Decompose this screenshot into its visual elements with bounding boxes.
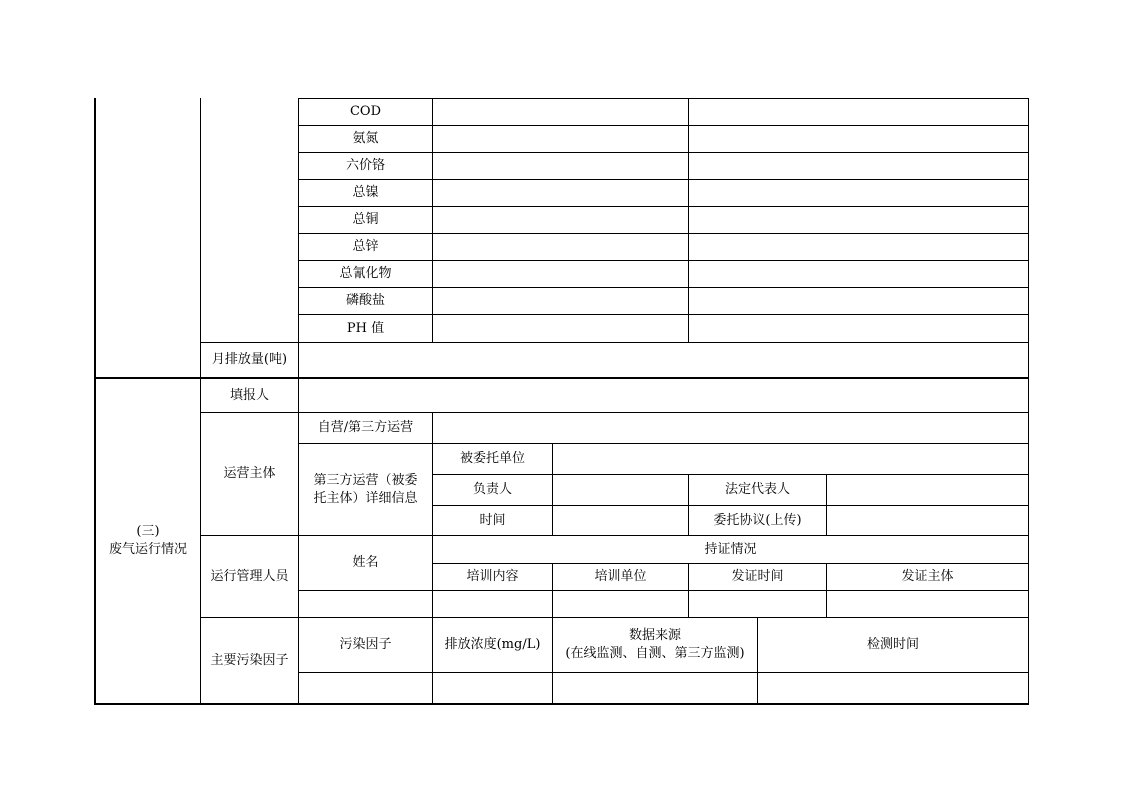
grid-line: [688, 98, 689, 343]
name-label: 姓名: [352, 555, 379, 570]
value-input[interactable]: [433, 99, 688, 125]
pollutant-factor-label: 污染因子: [339, 637, 392, 652]
operator-label: 运营主体: [223, 466, 276, 481]
self-or-third-input[interactable]: [433, 413, 1028, 443]
responsible-person-input[interactable]: [553, 475, 688, 505]
pollutant-phosphate: 磷酸盐: [345, 293, 385, 308]
pollutant-total-copper: 总铜: [352, 212, 379, 227]
data-source-input[interactable]: [553, 673, 757, 703]
third-party-detail-label: 第三方运营（被委托主体）详细信息: [313, 472, 418, 506]
entrust-agreement-label: 委托协议(上传): [713, 512, 802, 528]
concentration-input[interactable]: [433, 673, 552, 703]
main-pollutant-label: 主要污染因子: [210, 652, 289, 668]
staff-name-input[interactable]: [299, 591, 432, 617]
issue-time-input[interactable]: [689, 591, 826, 617]
value-input[interactable]: [689, 99, 1028, 125]
issuer-label: 发证主体: [901, 569, 954, 584]
pollutant-ph: PH 值: [346, 320, 385, 336]
pollutant-total-nickel: 总镍: [352, 185, 379, 200]
issuer-input[interactable]: [827, 591, 1028, 617]
issue-time-label: 发证时间: [731, 569, 784, 584]
pollutant-ammonia: 氨氮: [352, 131, 379, 146]
pollutant-total-zinc: 总锌: [352, 239, 379, 254]
training-unit-label: 培训单位: [594, 569, 647, 584]
entrusted-unit-label: 被委托单位: [459, 451, 525, 466]
monthly-discharge-input[interactable]: [299, 343, 1028, 377]
table-border-bottom: [94, 703, 1029, 705]
pollutant-total-cyanide: 总氰化物: [339, 266, 392, 281]
grid-line: [432, 98, 433, 343]
entrust-agreement-upload[interactable]: [827, 506, 1028, 535]
pollutant-hexavalent-chromium: 六价铬: [345, 158, 385, 173]
reporter-label: 填报人: [229, 387, 269, 403]
certificate-label: 持证情况: [704, 541, 757, 557]
responsible-person-label: 负责人: [472, 482, 512, 497]
time-label: 时间: [479, 512, 506, 528]
legal-rep-label: 法定代表人: [724, 482, 790, 497]
ops-staff-label: 运行管理人员: [210, 568, 289, 584]
entrusted-unit-input[interactable]: [553, 444, 1028, 474]
training-unit-input[interactable]: [553, 591, 688, 617]
pollutant-factor-input[interactable]: [299, 673, 432, 703]
exhaust-section-title: (三) 废气运行情况: [108, 524, 187, 557]
training-content-input[interactable]: [433, 591, 552, 617]
table-border-right: [1028, 98, 1029, 704]
training-content-label: 培训内容: [466, 569, 519, 584]
test-time-label: 检测时间: [866, 637, 919, 652]
concentration-label: 排放浓度(mg/L): [444, 637, 541, 652]
pollutant-cod: COD: [349, 104, 382, 119]
test-time-input[interactable]: [758, 673, 1028, 703]
data-source-label: 数据来源 (在线监测、自测、第三方监测): [565, 628, 745, 661]
legal-rep-input[interactable]: [827, 475, 1028, 505]
time-input[interactable]: [553, 506, 688, 535]
monthly-discharge-label: 月排放量(吨): [211, 352, 288, 367]
self-or-third-label: 自营/第三方运营: [317, 420, 414, 435]
reporter-input[interactable]: [299, 379, 1028, 412]
